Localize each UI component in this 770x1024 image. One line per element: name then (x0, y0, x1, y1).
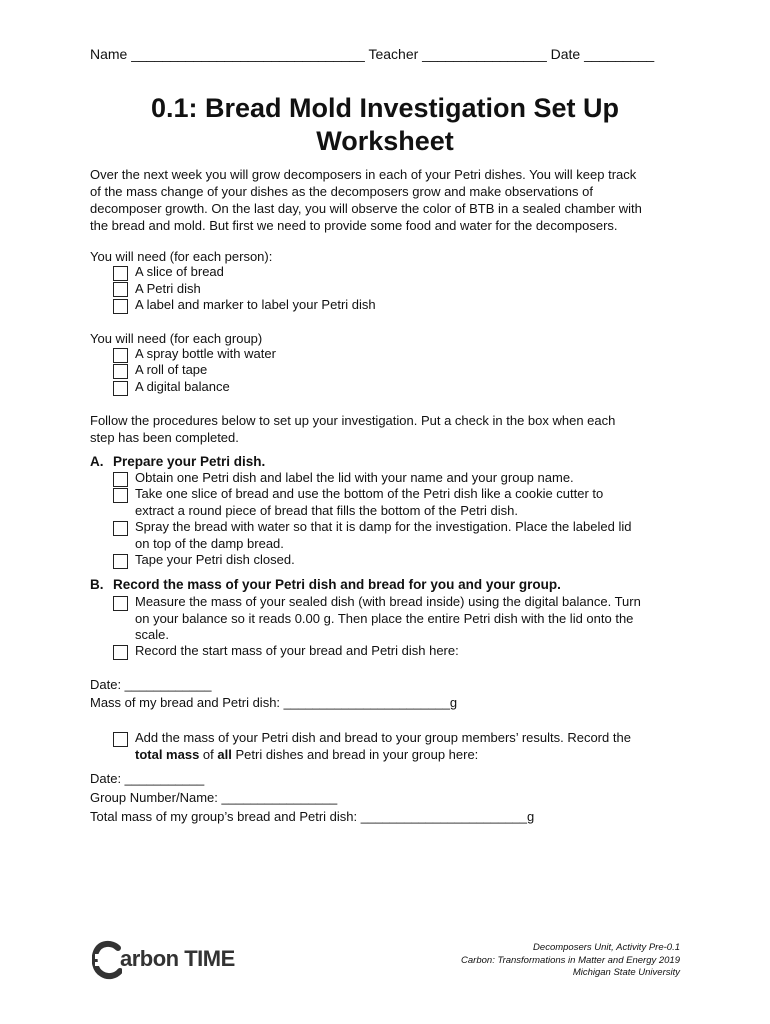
follow-line: step has been completed. (90, 430, 239, 445)
item-spray-bottle: A spray bottle with water (135, 346, 276, 361)
step-a1 (135, 470, 675, 487)
step-line: Add the mass of your Petri dish and bread to your group members’ results. Record the (135, 730, 631, 745)
checkbox-add-group-mass[interactable] (113, 732, 128, 747)
checkbox-digital-balance[interactable] (113, 381, 128, 396)
footer-course: Carbon: Transformations in Matter and Energy 2019 (461, 954, 680, 966)
section-a-label: A. (90, 454, 104, 469)
checkbox-petri-dish[interactable] (113, 282, 128, 297)
logo-text: arbon TIME (120, 946, 235, 971)
intro-line: of the mass change of your dishes as the decomposers grow and make observations of (90, 184, 593, 199)
follow-instructions (90, 412, 690, 446)
footer-info (461, 942, 680, 980)
title-line-1: 0.1: Bread Mold Investigation Set Up (150, 93, 620, 123)
section-b-title: Record the mass of your Petri dish and bread for you and your group. (113, 577, 561, 592)
step-a4 (135, 552, 675, 569)
step-line: Take one slice of bread and use the bottom of the Petri dish like a cookie cutter to (135, 486, 604, 501)
step-a3 (135, 519, 675, 552)
follow-line: Follow the procedures below to set up your investigation. Put a check in the box when each (90, 413, 616, 428)
person-heading: You will need (for each person): (90, 249, 273, 264)
step-b2 (135, 643, 675, 660)
item-tape: A roll of tape (135, 362, 208, 377)
item-petri-dish: A Petri dish (135, 281, 201, 296)
carbon-time-logo-icon (92, 940, 122, 980)
footer-unit: Decomposers Unit, Activity Pre-0.1 (533, 942, 680, 953)
checkbox-step-b2[interactable] (113, 645, 128, 660)
step-add-group-mass (135, 730, 675, 763)
footer-university: Michigan State University (572, 967, 680, 978)
group-heading: You will need (for each group) (90, 331, 263, 346)
checkbox-step-b1[interactable] (113, 596, 128, 611)
checkbox-step-a2[interactable] (113, 488, 128, 503)
mass-field[interactable]: Mass of my bread and Petri dish: _______________________g (90, 695, 458, 710)
step-line: Spray the bread with water so that it is damp for the investigation. Place the labeled lid (135, 519, 632, 534)
checkbox-step-a3[interactable] (113, 521, 128, 536)
intro-line: Over the next week you will grow decomposers in each of your Petri dishes. You will keep track (90, 167, 637, 182)
bold-total-mass: total mass (135, 746, 200, 762)
section-b-label: B. (90, 577, 104, 592)
item-digital-balance: A digital balance (135, 379, 230, 394)
title-line-2: Worksheet (316, 126, 454, 156)
page-title (90, 92, 680, 158)
bold-all: all (217, 746, 232, 762)
step-line: on your balance so it reads 0.00 g. Then place the entire Petri dish with the lid onto the (135, 610, 634, 626)
text-rest: Petri dishes and bread in your group here: (231, 746, 479, 762)
step-line: extract a round piece of bread that fills the bottom of the Petri dish. (135, 502, 518, 518)
group-name-field[interactable]: Group Number/Name: ________________ (90, 790, 338, 805)
name-teacher-date-line: Name ______________________________ Teacher ________________ Date _________ (90, 46, 655, 62)
step-line: scale. (135, 627, 169, 642)
step-line: Record the start mass of your bread and Petri dish here: (135, 643, 459, 658)
step-line: Obtain one Petri dish and label the lid with your name and your group name. (135, 470, 574, 485)
section-b-heading (90, 576, 561, 593)
text-of: of (199, 746, 218, 762)
intro-line: decomposer growth. On the last day, you will observe the color of BTB in a sealed chamber with (90, 201, 642, 216)
date-field-1[interactable]: Date: ____________ (90, 677, 212, 692)
checkbox-label-marker[interactable] (113, 299, 128, 314)
step-line: Tape your Petri dish closed. (135, 552, 295, 567)
step-line: on top of the damp bread. (135, 535, 284, 551)
step-a2 (135, 486, 675, 519)
intro-paragraph (90, 166, 690, 234)
checkbox-bread[interactable] (113, 266, 128, 281)
step-b1 (135, 594, 675, 644)
checkbox-step-a1[interactable] (113, 472, 128, 487)
checkbox-step-a4[interactable] (113, 554, 128, 569)
checkbox-tape[interactable] (113, 364, 128, 379)
step-line (135, 747, 675, 764)
section-a-title: Prepare your Petri dish. (113, 454, 266, 469)
item-bread: A slice of bread (135, 264, 224, 279)
checkbox-spray-bottle[interactable] (113, 348, 128, 363)
item-label-marker: A label and marker to label your Petri dish (135, 297, 376, 312)
total-mass-field[interactable]: Total mass of my group’s bread and Petri dish: _______________________g (90, 809, 535, 824)
step-line: Measure the mass of your sealed dish (with bread inside) using the digital balance. Turn (135, 594, 641, 609)
date-field-2[interactable]: Date: ___________ (90, 771, 205, 786)
intro-line: the bread and mold. But first we need to provide some food and water for the decomposers. (90, 218, 618, 233)
section-a-heading (90, 453, 265, 470)
